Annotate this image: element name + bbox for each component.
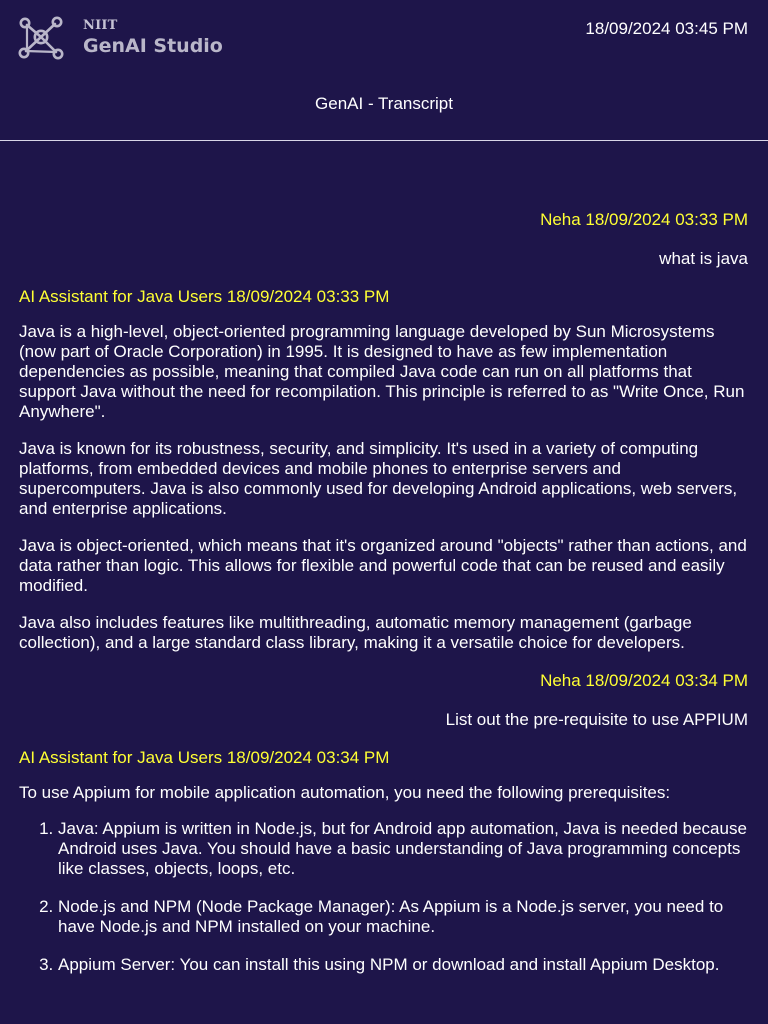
list-item: 2. Node.js and NPM (Node Package Manager): As Appium is a Node.js server, you need to have Node.js and NPM installed on your machine. [58,897,748,937]
assistant-message [19,748,748,975]
transcript [0,141,768,975]
prerequisite-list [19,819,748,975]
header-datetime: 18/09/2024 03:45 PM [585,19,748,38]
user-message [19,210,748,269]
message-paragraph: Java is known for its robustness, security, and simplicity. It's used in a variety of computing platforms, from embedded devices and mobile phones to enterprise servers and supercomputers. Java is also commonly used for developing Android applications, web servers, and enterprise applications. [19,439,738,518]
brand-name: NIIT [83,17,118,33]
page-title: GenAI - Transcript [315,94,453,113]
header [0,0,768,141]
list-item: 1. Java: Appium is written in Node.js, but for Android app automation, Java is needed because Android uses Java. You should have a basic understanding of Java programming concepts like classes, objects, loops, etc. [58,819,748,879]
message-paragraph: Java is object-oriented, which means that it's organized around "objects" rather than actions, and data rather than logic. This allows for flexible and powerful code that can be reused and easily modified. [19,536,747,595]
assistant-message [19,287,748,653]
message-text: List out the pre-requisite to use APPIUM [445,710,748,729]
product-name: GenAI Studio [83,34,223,57]
message-meta: Neha 18/09/2024 03:33 PM [540,210,748,229]
message-text: what is java [659,249,748,268]
message-paragraph: Java also includes features like multithreading, automatic memory management (garbage collection), and a large standard class library, making it a versatile choice for developers. [19,613,692,652]
network-nodes-icon [18,16,64,60]
logo [18,16,223,60]
user-message [19,671,748,730]
message-meta: AI Assistant for Java Users 18/09/2024 03:34 PM [19,748,390,767]
message-meta: AI Assistant for Java Users 18/09/2024 03:33 PM [19,287,390,306]
message-meta: Neha 18/09/2024 03:34 PM [540,671,748,690]
message-paragraph: Java is a high-level, object-oriented programming language developed by Sun Microsystems (now part of Oracle Corporation) in 1995. It is designed to have as few implementation dependencies as possible, meaning that compiled Java code can run on all platforms that support Java without the need for recompilation. This principle is referred to as "Write Once, Run Anywhere". [19,322,745,421]
list-item: 3. Appium Server: You can install this using NPM or download and install Appium Desktop. [58,955,748,975]
message-paragraph: To use Appium for mobile application automation, you need the following prerequisites: [19,783,671,802]
